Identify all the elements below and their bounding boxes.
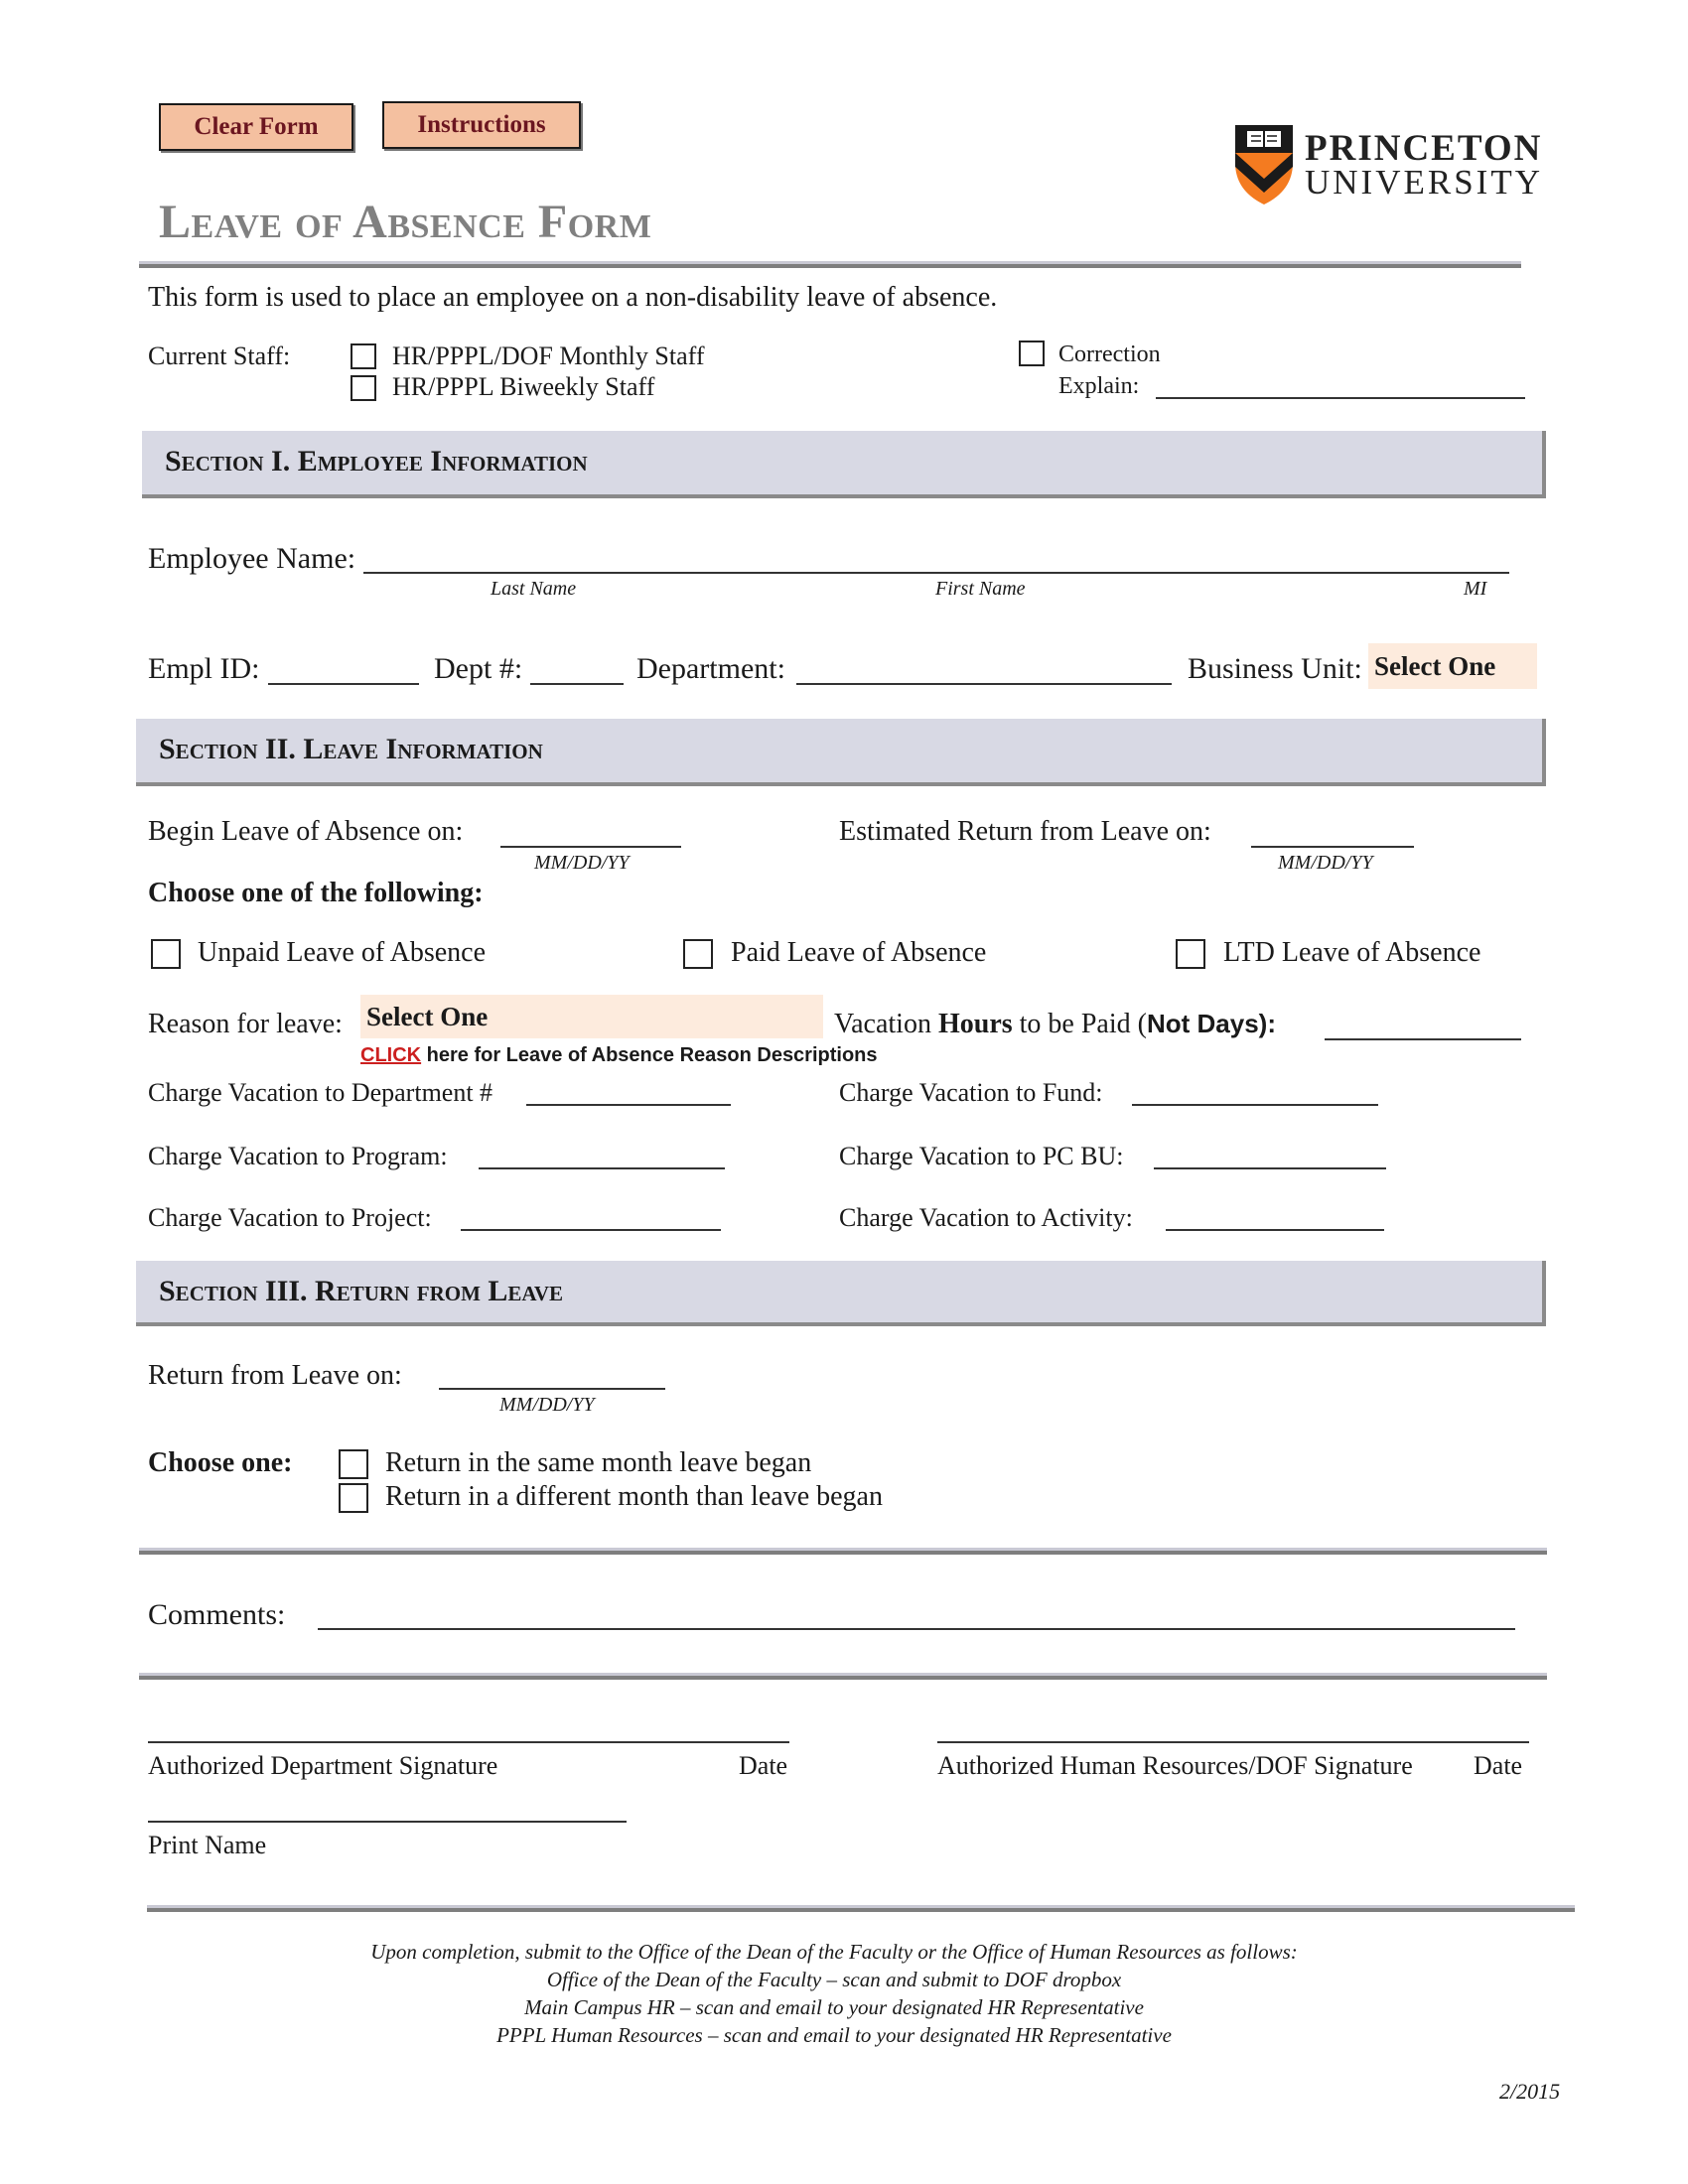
estimated-return-field[interactable]	[1251, 846, 1414, 848]
employee-name-field[interactable]	[363, 572, 1509, 574]
explain-label: Explain:	[1058, 373, 1140, 399]
intro-text: This form is used to place an employee on a non-disability leave of absence.	[148, 282, 998, 313]
unpaid-leave-label: Unpaid Leave of Absence	[198, 937, 486, 968]
reason-select[interactable]: Select One	[360, 995, 823, 1038]
monthly-staff-checkbox[interactable]	[351, 343, 376, 369]
vacation-hours-notdays: Not Days):	[1146, 1009, 1276, 1038]
explain-field[interactable]	[1156, 397, 1525, 399]
instructions-button[interactable]: Instructions	[382, 101, 581, 149]
charge-fund-label: Charge Vacation to Fund:	[839, 1078, 1103, 1107]
monthly-staff-label: HR/PPPL/DOF Monthly Staff	[392, 341, 705, 370]
same-month-label: Return in the same month leave began	[385, 1447, 812, 1478]
comments-field[interactable]	[318, 1628, 1515, 1630]
charge-project-label: Charge Vacation to Project:	[148, 1203, 432, 1232]
princeton-shield-icon	[1231, 119, 1297, 208]
begin-leave-field[interactable]	[500, 846, 681, 848]
footer-line-2: Office of the Dean of the Faculty – scan and submit to DOF dropbox	[546, 1968, 1122, 1991]
charge-activity-field[interactable]	[1166, 1229, 1384, 1231]
first-name-hint: First Name	[935, 578, 1026, 600]
page-title: Leave of Absence Form	[159, 196, 652, 248]
footer-divider	[147, 1908, 1575, 1912]
current-staff-label: Current Staff:	[148, 341, 291, 370]
comments-bottom-divider	[139, 1676, 1547, 1680]
ltd-leave-label: LTD Leave of Absence	[1223, 937, 1481, 968]
charge-fund-field[interactable]	[1132, 1104, 1378, 1106]
charge-pcbu-field[interactable]	[1154, 1167, 1386, 1169]
ltd-leave-checkbox[interactable]	[1176, 939, 1205, 969]
click-link-rest: here for Leave of Absence Reason Descriptions	[421, 1044, 878, 1066]
charge-program-label: Charge Vacation to Program:	[148, 1142, 448, 1170]
dept-no-label: Dept #:	[434, 652, 523, 685]
princeton-logo	[1231, 119, 1297, 213]
vacation-hours-field[interactable]	[1325, 1038, 1521, 1040]
business-unit-label: Business Unit:	[1188, 652, 1362, 685]
different-month-checkbox[interactable]	[339, 1483, 368, 1513]
logo-line-1: PRINCETON	[1305, 128, 1543, 169]
comments-top-divider	[139, 1551, 1547, 1555]
dept-signature-label: Authorized Department Signature	[148, 1751, 498, 1780]
empl-id-label: Empl ID:	[148, 652, 260, 685]
department-label: Department:	[636, 652, 785, 685]
print-name-label: Print Name	[148, 1831, 267, 1859]
return-on-label: Return from Leave on:	[148, 1360, 402, 1391]
return-choose-one-label: Choose one:	[148, 1447, 293, 1478]
hr-signature-label: Authorized Human Resources/DOF Signature	[937, 1751, 1413, 1780]
hr-signature-date-label: Date	[1474, 1751, 1523, 1780]
return-on-field[interactable]	[439, 1388, 665, 1390]
business-unit-select[interactable]: Select One	[1368, 643, 1537, 689]
vacation-hours-mid: to be Paid (	[1012, 1009, 1147, 1039]
department-field[interactable]	[796, 683, 1172, 685]
empl-id-field[interactable]	[268, 683, 419, 685]
estimated-return-label: Estimated Return from Leave on:	[839, 816, 1211, 847]
employee-name-label: Employee Name:	[148, 542, 356, 575]
section-1-title: Section I. Employee Information	[165, 445, 588, 478]
form-version: 2/2015	[1499, 2079, 1561, 2104]
charge-pcbu-label: Charge Vacation to PC BU:	[839, 1142, 1124, 1170]
return-on-date-hint: MM/DD/YY	[499, 1394, 595, 1416]
reason-descriptions-link[interactable]	[360, 1044, 878, 1067]
logo-line-2: UNIVERSITY	[1305, 163, 1543, 202]
correction-label: Correction	[1058, 341, 1161, 367]
section-3-title: Section III. Return from Leave	[159, 1275, 564, 1307]
dept-signature-field[interactable]	[148, 1741, 789, 1743]
paid-leave-checkbox[interactable]	[683, 939, 713, 969]
dept-signature-date-label: Date	[739, 1751, 788, 1780]
charge-project-field[interactable]	[461, 1229, 721, 1231]
section-2-title: Section II. Leave Information	[159, 733, 543, 765]
charge-dept-label: Charge Vacation to Department #	[148, 1078, 493, 1107]
charge-dept-field[interactable]	[526, 1104, 731, 1106]
begin-leave-label: Begin Leave of Absence on:	[148, 816, 464, 847]
vacation-hours-pre: Vacation	[834, 1009, 938, 1039]
paid-leave-label: Paid Leave of Absence	[731, 937, 987, 968]
clear-form-button[interactable]: Clear Form	[159, 103, 353, 151]
different-month-label: Return in a different month than leave began	[385, 1481, 883, 1512]
mi-hint: MI	[1464, 578, 1487, 600]
unpaid-leave-checkbox[interactable]	[151, 939, 181, 969]
same-month-checkbox[interactable]	[339, 1449, 368, 1479]
dept-no-field[interactable]	[530, 683, 624, 685]
correction-checkbox[interactable]	[1019, 341, 1045, 366]
biweekly-staff-checkbox[interactable]	[351, 375, 376, 401]
footer-line-4: PPPL Human Resources – scan and email to your designated HR Representative	[496, 2023, 1172, 2047]
vacation-hours-label	[834, 1009, 1276, 1040]
charge-activity-label: Charge Vacation to Activity:	[839, 1203, 1133, 1232]
vacation-hours-bold: Hours	[937, 1009, 1013, 1039]
click-link-text[interactable]: CLICK	[360, 1044, 422, 1066]
estimated-return-date-hint: MM/DD/YY	[1278, 852, 1373, 874]
biweekly-staff-label: HR/PPPL Biweekly Staff	[392, 372, 655, 401]
comments-label: Comments:	[148, 1598, 286, 1631]
charge-program-field[interactable]	[479, 1167, 725, 1169]
hr-signature-field[interactable]	[937, 1741, 1529, 1743]
choose-one-heading: Choose one of the following:	[148, 878, 484, 908]
print-name-field[interactable]	[148, 1821, 627, 1823]
footer-line-3: Main Campus HR – scan and email to your designated HR Representative	[524, 1995, 1144, 2019]
last-name-hint: Last Name	[491, 578, 577, 600]
begin-leave-date-hint: MM/DD/YY	[534, 852, 630, 874]
footer-line-1: Upon completion, submit to the Office of the Dean of the Faculty or the Office of Human Resources as follows:	[370, 1940, 1298, 1964]
reason-label: Reason for leave:	[148, 1009, 343, 1039]
title-divider	[139, 264, 1521, 268]
